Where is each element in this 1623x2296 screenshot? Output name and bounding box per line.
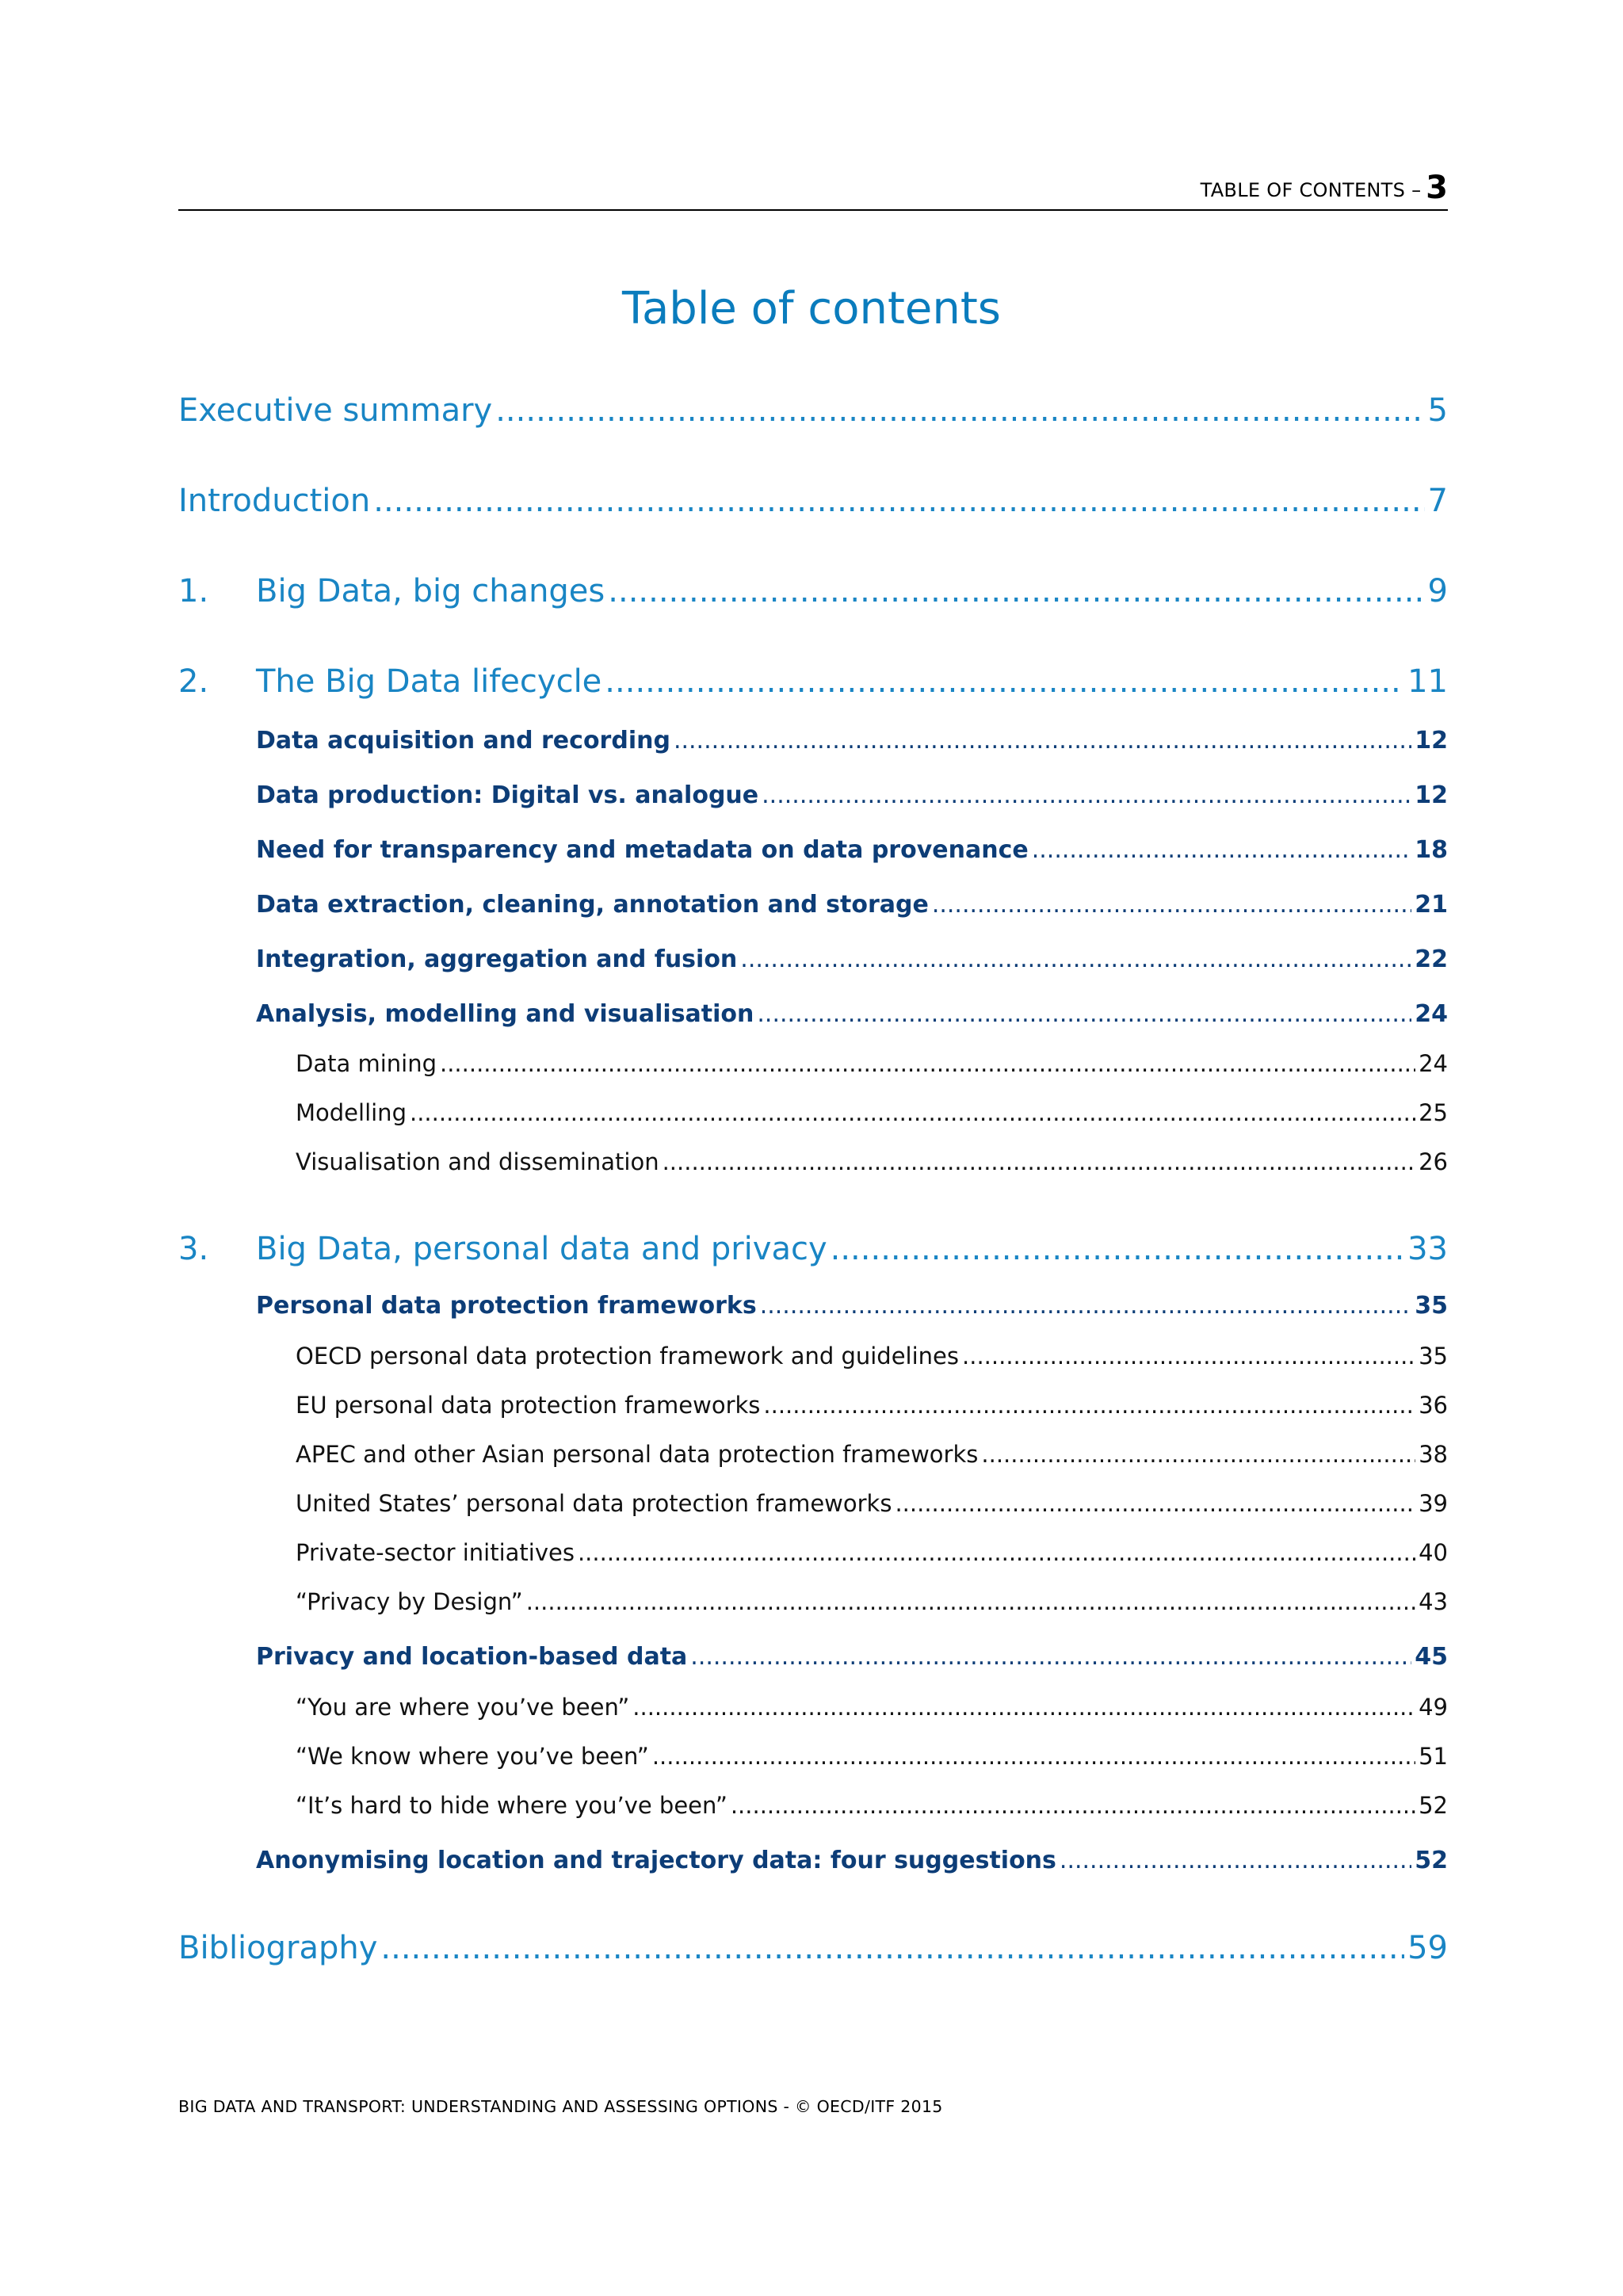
toc-entry-title: The Big Data lifecycle bbox=[256, 663, 602, 700]
dot-leader bbox=[731, 1792, 1415, 1819]
toc-section-page: 12 bbox=[1415, 727, 1448, 755]
toc-subsection-page: 51 bbox=[1419, 1743, 1448, 1770]
toc-subsection[interactable] bbox=[296, 1392, 1448, 1419]
toc-entry-introduction[interactable] bbox=[178, 483, 1448, 519]
page-footer: BIG DATA AND TRANSPORT: UNDERSTANDING AND ASSESSING OPTIONS - © OECD/ITF 2015 bbox=[178, 2097, 943, 2116]
toc-subsection-title: Modelling bbox=[296, 1099, 407, 1126]
toc-entry-chapter-1[interactable] bbox=[178, 573, 1448, 609]
toc-section[interactable] bbox=[256, 727, 1448, 755]
toc-section-page: 24 bbox=[1415, 1000, 1448, 1028]
toc-subsection[interactable] bbox=[296, 1743, 1448, 1770]
toc-section-title: Data production: Digital vs. analogue bbox=[256, 781, 759, 809]
dot-leader bbox=[740, 946, 1411, 973]
toc-section-title: Anonymising location and trajectory data: four suggestions bbox=[256, 1847, 1056, 1874]
toc-section[interactable] bbox=[256, 891, 1448, 919]
toc-subsection[interactable] bbox=[296, 1588, 1448, 1615]
dot-leader bbox=[757, 1000, 1411, 1028]
dot-leader bbox=[762, 781, 1411, 809]
toc-subsection-title: Visualisation and dissemination bbox=[296, 1148, 659, 1175]
dot-leader bbox=[760, 1292, 1412, 1320]
toc-section[interactable] bbox=[256, 1847, 1448, 1874]
toc-section-page: 22 bbox=[1415, 946, 1448, 973]
toc-entry-chapter-2[interactable] bbox=[178, 663, 1448, 700]
toc-subsection-title: “It’s hard to hide where you’ve been” bbox=[296, 1792, 727, 1819]
toc-subsection[interactable] bbox=[296, 1539, 1448, 1566]
toc-subsection-page: 26 bbox=[1419, 1148, 1448, 1175]
toc-subsection-title: “We know where you’ve been” bbox=[296, 1743, 649, 1770]
toc-entry-executive-summary[interactable] bbox=[178, 392, 1448, 429]
toc-subsection[interactable] bbox=[296, 1343, 1448, 1370]
dot-leader bbox=[831, 1231, 1404, 1267]
toc-subsection-page: 36 bbox=[1419, 1392, 1448, 1419]
dot-leader bbox=[663, 1148, 1416, 1175]
page-number: 3 bbox=[1426, 170, 1448, 206]
dot-leader bbox=[981, 1441, 1415, 1468]
toc-section-page: 18 bbox=[1415, 836, 1448, 864]
dot-leader bbox=[373, 483, 1424, 519]
toc-subsection[interactable] bbox=[296, 1694, 1448, 1721]
toc-section[interactable] bbox=[256, 1292, 1448, 1320]
toc-subsection-title: EU personal data protection frameworks bbox=[296, 1392, 761, 1419]
toc-subsection-page: 25 bbox=[1419, 1099, 1448, 1126]
dot-leader bbox=[578, 1539, 1415, 1566]
dot-leader bbox=[605, 663, 1404, 700]
dot-leader bbox=[652, 1743, 1415, 1770]
chapter-number: 2. bbox=[178, 663, 209, 700]
toc-entry-page: 33 bbox=[1407, 1231, 1448, 1267]
toc-subsection-title: “Privacy by Design” bbox=[296, 1588, 523, 1615]
toc-subsection-title: United States’ personal data protection frameworks bbox=[296, 1490, 892, 1517]
chapter-number: 1. bbox=[178, 573, 209, 609]
toc-entry-chapter-3[interactable] bbox=[178, 1231, 1448, 1267]
toc-section-page: 45 bbox=[1415, 1643, 1448, 1671]
toc-subsection-page: 38 bbox=[1419, 1441, 1448, 1468]
dot-leader bbox=[608, 573, 1424, 609]
dot-leader bbox=[674, 727, 1411, 755]
chapter-number: 3. bbox=[178, 1231, 209, 1267]
dot-leader bbox=[763, 1392, 1415, 1419]
toc-subsection-page: 24 bbox=[1419, 1050, 1448, 1077]
toc-section-title: Personal data protection frameworks bbox=[256, 1292, 757, 1320]
running-header bbox=[178, 168, 1448, 211]
toc-subsection[interactable] bbox=[296, 1099, 1448, 1126]
dot-leader bbox=[526, 1588, 1415, 1615]
toc-subsection[interactable] bbox=[296, 1050, 1448, 1077]
dot-leader bbox=[1060, 1847, 1411, 1874]
dot-leader bbox=[895, 1490, 1415, 1517]
running-header-label: TABLE OF CONTENTS bbox=[1200, 179, 1406, 201]
toc-entry-bibliography[interactable] bbox=[178, 1930, 1448, 1966]
toc-section[interactable] bbox=[256, 781, 1448, 809]
toc-entry-title: Bibliography bbox=[178, 1930, 378, 1966]
dot-leader bbox=[410, 1099, 1415, 1126]
toc-section-title: Data acquisition and recording bbox=[256, 727, 670, 755]
dot-leader bbox=[440, 1050, 1415, 1077]
dot-leader bbox=[1032, 836, 1412, 864]
toc-subsection-page: 52 bbox=[1419, 1792, 1448, 1819]
toc-entry-page: 7 bbox=[1427, 483, 1448, 519]
toc-section[interactable] bbox=[256, 1000, 1448, 1028]
toc-section[interactable] bbox=[256, 836, 1448, 864]
dot-leader bbox=[932, 891, 1411, 919]
toc-section[interactable] bbox=[256, 946, 1448, 973]
toc-subsection[interactable] bbox=[296, 1148, 1448, 1175]
toc-entry-page: 59 bbox=[1407, 1930, 1448, 1966]
dot-leader bbox=[380, 1930, 1404, 1966]
dot-leader bbox=[495, 392, 1424, 429]
toc-section-title: Integration, aggregation and fusion bbox=[256, 946, 738, 973]
toc-section-page: 12 bbox=[1415, 781, 1448, 809]
toc-section-title: Data extraction, cleaning, annotation and storage bbox=[256, 891, 929, 919]
toc-entry-page: 9 bbox=[1427, 573, 1448, 609]
toc-entry-title: Introduction bbox=[178, 483, 371, 519]
toc-subsection[interactable] bbox=[296, 1441, 1448, 1468]
toc-subsection-title: Private-sector initiatives bbox=[296, 1539, 575, 1566]
toc-entry-title: Big Data, personal data and privacy bbox=[256, 1231, 827, 1267]
page-title: Table of contents bbox=[622, 283, 1001, 334]
toc-section[interactable] bbox=[256, 1643, 1448, 1671]
dot-leader bbox=[962, 1343, 1415, 1370]
toc-subsection-title: Data mining bbox=[296, 1050, 437, 1077]
toc-subsection-title: OECD personal data protection framework and guidelines bbox=[296, 1343, 960, 1370]
toc-section-title: Analysis, modelling and visualisation bbox=[256, 1000, 754, 1028]
toc-entry-title: Executive summary bbox=[178, 392, 493, 429]
toc-subsection[interactable] bbox=[296, 1490, 1448, 1517]
toc-section-title: Privacy and location-based data bbox=[256, 1643, 688, 1671]
toc-entry-title: Big Data, big changes bbox=[256, 573, 605, 609]
toc-section-title: Need for transparency and metadata on data provenance bbox=[256, 836, 1029, 864]
running-header-separator: – bbox=[1411, 179, 1422, 201]
toc-subsection[interactable] bbox=[296, 1792, 1448, 1819]
toc-subsection-page: 43 bbox=[1419, 1588, 1448, 1615]
dot-leader bbox=[632, 1694, 1415, 1721]
toc-subsection-title: “You are where you’ve been” bbox=[296, 1694, 630, 1721]
toc-entry-page: 11 bbox=[1407, 663, 1448, 700]
toc-section-page: 52 bbox=[1415, 1847, 1448, 1874]
toc-subsection-title: APEC and other Asian personal data protection frameworks bbox=[296, 1441, 979, 1468]
toc-subsection-page: 39 bbox=[1419, 1490, 1448, 1517]
toc-subsection-page: 49 bbox=[1419, 1694, 1448, 1721]
toc-subsection-page: 40 bbox=[1419, 1539, 1448, 1566]
toc-section-page: 21 bbox=[1415, 891, 1448, 919]
toc-section-page: 35 bbox=[1415, 1292, 1448, 1320]
toc-entry-page: 5 bbox=[1427, 392, 1448, 429]
toc-subsection-page: 35 bbox=[1419, 1343, 1448, 1370]
dot-leader bbox=[690, 1643, 1411, 1671]
